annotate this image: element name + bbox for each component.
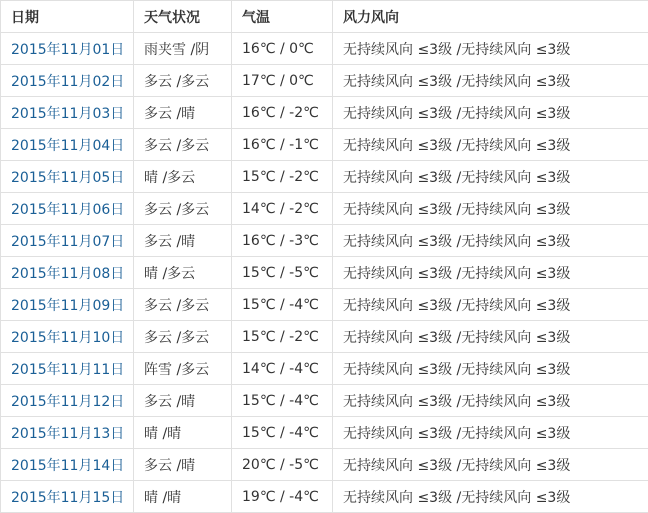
col-header-wind: 风力风向 (333, 1, 648, 33)
table-row (1, 225, 648, 257)
wind-cell: 无持续风向 ≤3级 /无持续风向 ≤3级 (333, 321, 648, 353)
col-header-temp: 气温 (232, 1, 333, 33)
temperature-cell: 16℃ / -2℃ (232, 97, 333, 129)
temperature-cell: 14℃ / -4℃ (232, 353, 333, 385)
date-cell (1, 193, 134, 225)
weather-cell: 多云 /晴 (134, 385, 232, 417)
wind-cell: 无持续风向 ≤3级 /无持续风向 ≤3级 (333, 225, 648, 257)
temperature-cell: 20℃ / -5℃ (232, 449, 333, 481)
weather-cell: 多云 /晴 (134, 449, 232, 481)
date-cell (1, 161, 134, 193)
date-link[interactable]: 2015年11月06日 (11, 201, 125, 218)
date-cell (1, 481, 134, 513)
date-link[interactable]: 2015年11月09日 (11, 297, 125, 314)
weather-cell: 晴 /晴 (134, 417, 232, 449)
header-row (1, 1, 648, 33)
temperature-cell: 16℃ / -1℃ (232, 129, 333, 161)
weather-cell: 晴 /多云 (134, 161, 232, 193)
wind-cell: 无持续风向 ≤3级 /无持续风向 ≤3级 (333, 449, 648, 481)
temperature-cell: 15℃ / -4℃ (232, 289, 333, 321)
date-link[interactable]: 2015年11月13日 (11, 425, 125, 442)
weather-cell: 多云 /多云 (134, 193, 232, 225)
date-cell (1, 129, 134, 161)
date-link[interactable]: 2015年11月12日 (11, 393, 125, 410)
date-cell (1, 353, 134, 385)
table-row (1, 161, 648, 193)
date-cell (1, 449, 134, 481)
temperature-cell: 16℃ / -3℃ (232, 225, 333, 257)
temperature-cell: 15℃ / -4℃ (232, 417, 333, 449)
date-cell (1, 33, 134, 65)
table-row (1, 385, 648, 417)
table-body (1, 33, 648, 513)
weather-cell: 多云 /多云 (134, 289, 232, 321)
temperature-cell: 17℃ / 0℃ (232, 65, 333, 97)
date-cell (1, 225, 134, 257)
col-header-date: 日期 (1, 1, 134, 33)
col-header-weather: 天气状况 (134, 1, 232, 33)
weather-cell: 多云 /晴 (134, 225, 232, 257)
date-link[interactable]: 2015年11月03日 (11, 105, 125, 122)
wind-cell: 无持续风向 ≤3级 /无持续风向 ≤3级 (333, 417, 648, 449)
date-link[interactable]: 2015年11月11日 (11, 361, 125, 378)
date-link[interactable]: 2015年11月10日 (11, 329, 125, 346)
date-cell (1, 65, 134, 97)
date-cell (1, 97, 134, 129)
table-row (1, 481, 648, 513)
table-row (1, 193, 648, 225)
weather-cell: 多云 /多云 (134, 321, 232, 353)
weather-cell: 雨夹雪 /阴 (134, 33, 232, 65)
wind-cell: 无持续风向 ≤3级 /无持续风向 ≤3级 (333, 33, 648, 65)
weather-cell: 多云 /多云 (134, 65, 232, 97)
wind-cell: 无持续风向 ≤3级 /无持续风向 ≤3级 (333, 193, 648, 225)
weather-cell: 晴 /晴 (134, 481, 232, 513)
date-cell (1, 321, 134, 353)
table-row (1, 417, 648, 449)
temperature-cell: 14℃ / -2℃ (232, 193, 333, 225)
table-row (1, 289, 648, 321)
table-row (1, 33, 648, 65)
date-cell (1, 417, 134, 449)
date-cell (1, 289, 134, 321)
table-row (1, 129, 648, 161)
wind-cell: 无持续风向 ≤3级 /无持续风向 ≤3级 (333, 129, 648, 161)
table-row (1, 65, 648, 97)
temperature-cell: 19℃ / -4℃ (232, 481, 333, 513)
date-cell (1, 257, 134, 289)
weather-cell: 阵雪 /多云 (134, 353, 232, 385)
wind-cell: 无持续风向 ≤3级 /无持续风向 ≤3级 (333, 97, 648, 129)
wind-cell: 无持续风向 ≤3级 /无持续风向 ≤3级 (333, 289, 648, 321)
table-row (1, 449, 648, 481)
table-row (1, 353, 648, 385)
temperature-cell: 15℃ / -4℃ (232, 385, 333, 417)
date-link[interactable]: 2015年11月01日 (11, 41, 125, 58)
wind-cell: 无持续风向 ≤3级 /无持续风向 ≤3级 (333, 353, 648, 385)
table-row (1, 321, 648, 353)
date-link[interactable]: 2015年11月04日 (11, 137, 125, 154)
date-cell (1, 385, 134, 417)
weather-cell: 晴 /多云 (134, 257, 232, 289)
date-link[interactable]: 2015年11月05日 (11, 169, 125, 186)
wind-cell: 无持续风向 ≤3级 /无持续风向 ≤3级 (333, 385, 648, 417)
temperature-cell: 15℃ / -2℃ (232, 161, 333, 193)
temperature-cell: 16℃ / 0℃ (232, 33, 333, 65)
date-link[interactable]: 2015年11月14日 (11, 457, 125, 474)
date-link[interactable]: 2015年11月15日 (11, 489, 125, 506)
temperature-cell: 15℃ / -2℃ (232, 321, 333, 353)
date-link[interactable]: 2015年11月02日 (11, 73, 125, 90)
wind-cell: 无持续风向 ≤3级 /无持续风向 ≤3级 (333, 481, 648, 513)
weather-cell: 多云 /多云 (134, 129, 232, 161)
table-row (1, 97, 648, 129)
date-link[interactable]: 2015年11月08日 (11, 265, 125, 282)
wind-cell: 无持续风向 ≤3级 /无持续风向 ≤3级 (333, 161, 648, 193)
wind-cell: 无持续风向 ≤3级 /无持续风向 ≤3级 (333, 257, 648, 289)
wind-cell: 无持续风向 ≤3级 /无持续风向 ≤3级 (333, 65, 648, 97)
date-link[interactable]: 2015年11月07日 (11, 233, 125, 250)
weather-cell: 多云 /晴 (134, 97, 232, 129)
table-row (1, 257, 648, 289)
temperature-cell: 15℃ / -5℃ (232, 257, 333, 289)
